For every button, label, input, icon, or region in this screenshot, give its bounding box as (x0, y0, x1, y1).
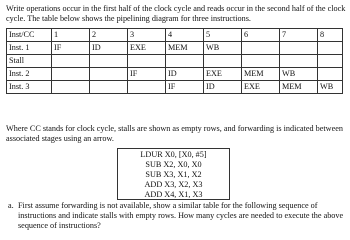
question-text: First assume forwarding is not available, show a similar table for the following sequence of instructions and indicate stalls with empty rows. How many cycles are needed to execute the above sequence of instructions? (18, 201, 344, 230)
stage-cell (90, 55, 128, 68)
stage-cell: MEM (280, 81, 318, 94)
header-cell: 2 (90, 29, 128, 42)
stage-cell: ID (204, 81, 242, 94)
intro-paragraph: Write operations occur in the first half of the clock cycle and reads occur in the second half of the clock cycle. The table below shows the pipelining diagram for three instructions. (6, 4, 346, 23)
stage-cell: MEM (242, 68, 280, 81)
header-cell: 3 (128, 29, 166, 42)
stage-cell (318, 55, 343, 68)
stage-cell (280, 42, 318, 55)
code-line: SUB X3, X1, X2 (145, 170, 202, 179)
table-row (7, 55, 343, 68)
question-a (8, 201, 346, 231)
stage-cell: EXE (128, 42, 166, 55)
stage-cell (52, 81, 90, 94)
header-cell: 1 (52, 29, 90, 42)
stage-cell: EXE (204, 68, 242, 81)
stage-cell (318, 68, 343, 81)
header-cell: 6 (242, 29, 280, 42)
stage-cell: IF (52, 42, 90, 55)
table-row (7, 68, 343, 81)
stage-cell: ID (90, 42, 128, 55)
stage-cell: EXE (242, 81, 280, 94)
stage-cell (204, 55, 242, 68)
header-cell: 7 (280, 29, 318, 42)
row-label-cell: Stall (7, 55, 52, 68)
stage-cell (242, 42, 280, 55)
code-line: SUB X2, X0, X0 (145, 160, 202, 169)
table-row (7, 81, 343, 94)
stage-cell: ID (166, 68, 204, 81)
header-cell: 8 (318, 29, 343, 42)
stage-cell (52, 55, 90, 68)
stage-cell (52, 68, 90, 81)
table-header-row (7, 29, 343, 42)
question-label: a. (8, 201, 14, 210)
stage-cell (166, 55, 204, 68)
stage-cell: MEM (166, 42, 204, 55)
code-line: ADD X3, X2, X3 (144, 180, 203, 189)
stage-cell (90, 81, 128, 94)
header-cell: Inst/CC (7, 29, 52, 42)
pipeline-table (6, 28, 343, 94)
stage-cell: WB (280, 68, 318, 81)
header-cell: 4 (166, 29, 204, 42)
header-cell: 5 (204, 29, 242, 42)
instruction-sequence-box (117, 148, 230, 200)
note-paragraph: Where CC stands for clock cycle, stalls are shown as empty rows, and forwarding is indicated between associated stages using an arrow. (6, 124, 343, 143)
code-line: ADD X4, X1, X3 (144, 190, 203, 199)
row-label-cell: Inst. 2 (7, 68, 52, 81)
stage-cell (280, 55, 318, 68)
stage-cell: IF (128, 68, 166, 81)
code-line: LDUR X0, [X0, #5] (140, 150, 207, 159)
stage-cell: WB (318, 81, 343, 94)
stage-cell: WB (204, 42, 242, 55)
stage-cell (242, 55, 280, 68)
row-label-cell: Inst. 1 (7, 42, 52, 55)
stage-cell: IF (166, 81, 204, 94)
row-label-cell: Inst. 3 (7, 81, 52, 94)
table-row (7, 42, 343, 55)
stage-cell (128, 81, 166, 94)
stage-cell (128, 55, 166, 68)
stage-cell (318, 42, 343, 55)
stage-cell (90, 68, 128, 81)
